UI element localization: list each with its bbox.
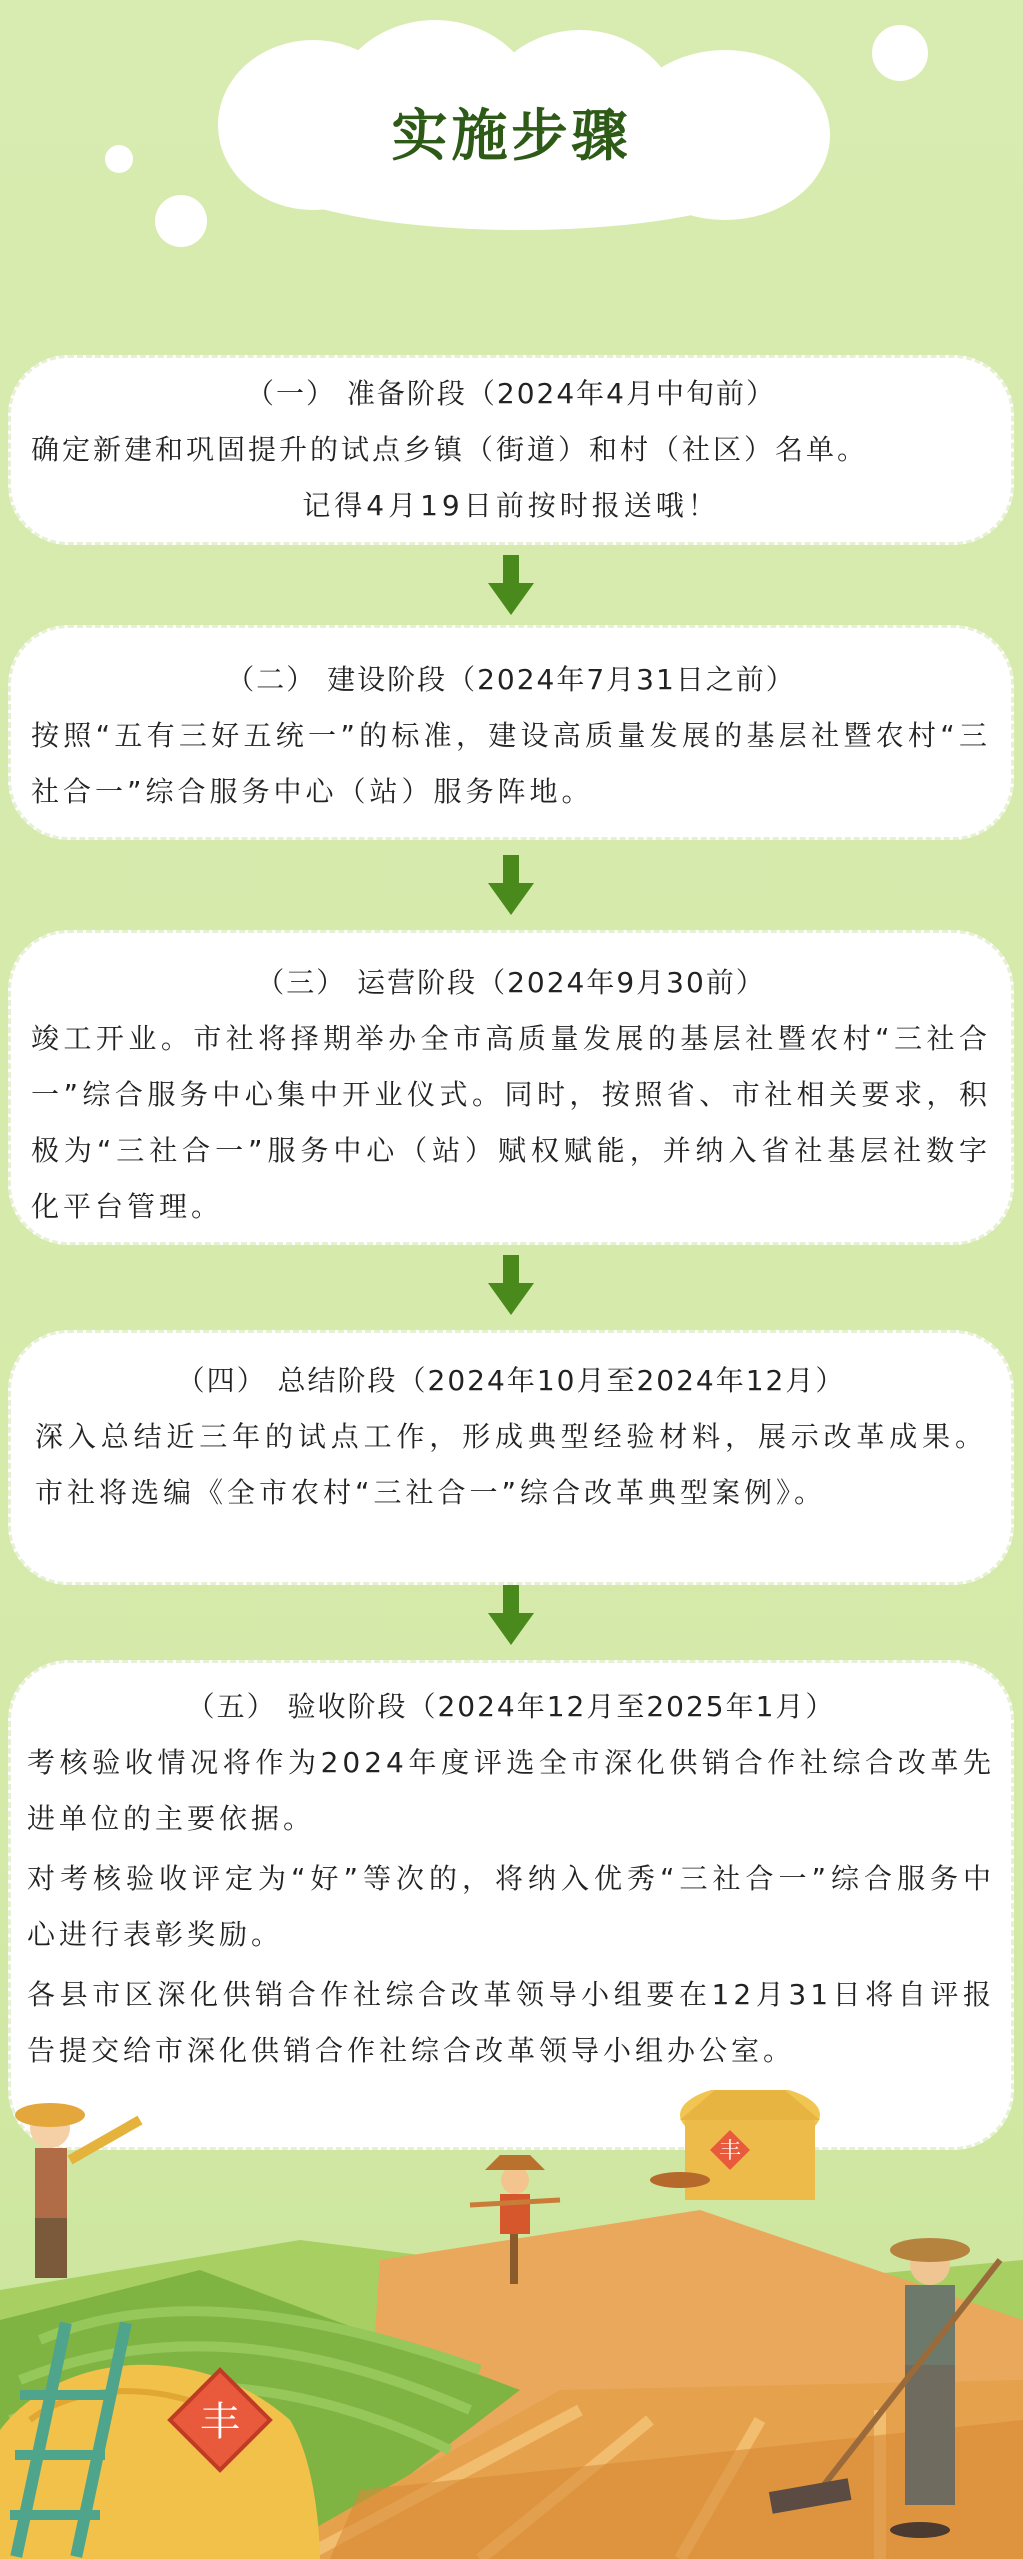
arrow-down-icon <box>486 555 536 615</box>
stage-card-5 <box>8 1660 1014 2150</box>
arrow-down-icon <box>486 1585 536 1645</box>
stage-heading: （四） 总结阶段（2024年10月至2024年12月） <box>176 1364 846 1397</box>
stage-heading: （三） 运营阶段（2024年9月30前） <box>256 966 766 999</box>
stage-heading: （一） 准备阶段（2024年4月中旬前） <box>246 377 776 410</box>
stage-text: 记得4月19日前按时报送哦！ <box>302 489 720 522</box>
stage-text: 确定新建和巩固提升的试点乡镇（街道）和村（社区）名单。 <box>31 433 869 466</box>
stage-text: 深入总结近三年的试点工作，形成典型经验材料，展示改革成果。市社将选编《全市农村“三社合一”综合改革典型案例》。 <box>35 1420 987 1509</box>
arrow-down-icon <box>486 855 536 915</box>
stage-card-2 <box>8 625 1014 840</box>
stage-heading: （五） 验收阶段（2024年12月至2025年1月） <box>186 1690 836 1723</box>
decor-bubble <box>872 25 928 81</box>
stage-text: 竣工开业。市社将择期举办全市高质量发展的基层社暨农村“三社合一”综合服务中心集中开业仪式。同时，按照省、市社相关要求，积极为“三社合一”服务中心（站）赋权赋能，并纳入省社基层社数字化平台管理。 <box>31 1022 991 1223</box>
stage-text: 考核验收情况将作为2024年度评选全市深化供销合作社综合改革先进单位的主要依据。 <box>27 1746 995 1835</box>
page-title: 实施步骤 <box>391 103 632 169</box>
arrow-down-icon <box>486 1255 536 1315</box>
harvest-sign-small-text: 丰 <box>718 2139 742 2164</box>
stage-text: 各县市区深化供销合作社综合改革领导小组要在12月31日将自评报告提交给市深化供销合作社综合改革领导小组办公室。 <box>27 1978 995 2067</box>
stage-heading: （二） 建设阶段（2024年7月31日之前） <box>226 663 796 696</box>
harvest-sign-text: 丰 <box>200 2399 240 2445</box>
stage-text: 对考核验收评定为“好”等次的，将纳入优秀“三社合一”综合服务中心进行表彰奖励。 <box>27 1862 995 1951</box>
stage-card-4 <box>8 1330 1014 1585</box>
farm-scene-illustration <box>0 2090 1023 2559</box>
stage-text: 按照“五有三好五统一”的标准，建设高质量发展的基层社暨农村“三社合一”综合服务中心（站）服务阵地。 <box>31 719 991 808</box>
stage-card-3 <box>8 930 1014 1245</box>
stage-card-1 <box>8 355 1014 545</box>
decor-bubble <box>155 195 207 247</box>
